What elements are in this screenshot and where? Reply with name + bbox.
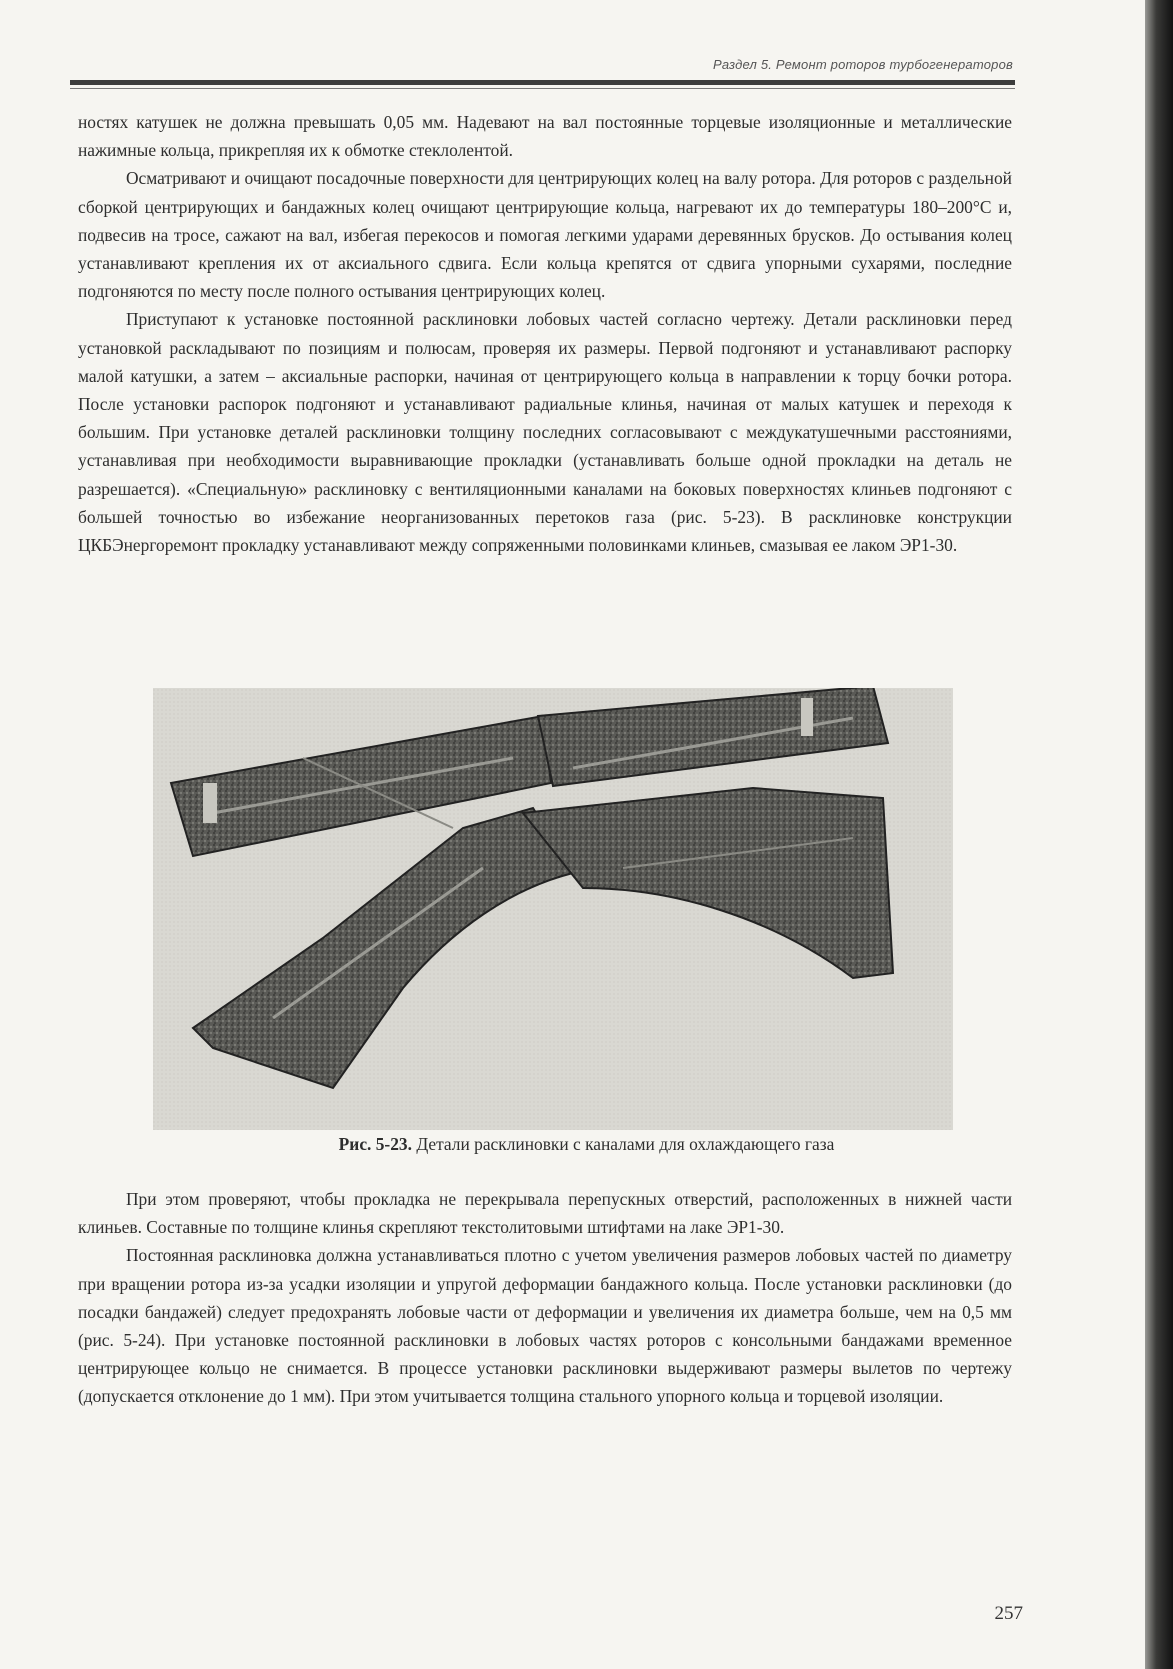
paragraph: Постоянная расклиновка должна устанавливаться плотно с учетом увеличения размеров лобовых частей по диаметру при вращении ротора из-за усадки изоляции и упругой деформации бандажного кольца. После установки расклиновки (до посадки бандажей) следует предохранять лобовые части от деформации и увеличения их диаметра больше, чем на 0,5 мм (рис. 5-24). При установке постоянной расклиновки в лобовых частях роторов с консольными бандажами временное центрирующее кольцо не снимается. В процессе установки расклиновки выдерживают размеры вылетов по чертежу (допускается отклонение до 1 мм). При этом учитывается толщина стального упорного кольца и торцевой изоляции. <box>78 1245 1012 1407</box>
paragraph: При этом проверяют, чтобы прокладка не перекрывала перепускных отверстий, расположенных в нижней части клиньев. Составные по толщине клинья скрепляют текстолитовыми штифтами на лаке ЭР1-30. <box>78 1189 1012 1238</box>
header-rule-thick <box>70 80 1015 85</box>
caption-text: Детали расклиновки с каналами для охлаждающего газа <box>411 1134 835 1154</box>
paragraph: Осматривают и очищают посадочные поверхности для центрирующих колец на валу ротора. Для роторов с раздельной сборкой центрирующих и бандажных колец очищают центрирующие кольца, нагревают их до температуры 180–200°С и, подвесив на тросе, сажают на вал, избегая перекосов и помогая легкими ударами деревянных брусков. До остывания колец устанавливают крепления их от аксиального сдвига. Если кольца крепятся от сдвига упорными сухарями, последние подгоняются по месту после полного остывания центрирующих колец. <box>78 168 1012 302</box>
page-edge-shadow <box>1145 0 1173 1669</box>
text-block-bottom <box>78 1185 1012 1411</box>
figure-photo-wedge-parts <box>153 688 953 1130</box>
header-rule-thin <box>70 88 1015 89</box>
figure-caption <box>0 1134 1173 1155</box>
paragraph: Приступают к установке постоянной расклиновки лобовых частей согласно чертежу. Детали расклиновки перед установкой раскладывают по позициям и полюсам, проверяя их размеры. Первой подгоняют и устанавливают распорку малой катушки, а затем – аксиальные распорки, начиная от центрирующего кольца в направлении к торцу бочки ротора. После установки распорок подгоняют и устанавливают радиальные клинья, начиная от малых катушек и переходя к большим. При установке деталей расклиновки толщину последних согласовывают с междукатушечными расстояниями, устанавливая при необходимости выравнивающие прокладки (устанавливать больше одной прокладки на деталь не разрешается). «Специальную» расклиновку с вентиляционными каналами на боковых поверхностях клиньев подгоняют с большей точностью во избежание неорганизованных перетоков газа (рис. 5-23). В расклиновке конструкции ЦКБЭнергоремонт прокладку устанавливают между сопряженными половинками клиньев, смазывая ее лаком ЭР1-30. <box>78 309 1012 556</box>
caption-label: Рис. 5-23. <box>338 1134 412 1154</box>
page-number: 257 <box>994 1603 1023 1624</box>
paragraph: ностях катушек не должна превышать 0,05 мм. Надевают на вал постоянные торцевые изоляционные и металлические нажимные кольца, прикрепляя их к обмотке стеклолентой. <box>78 112 1012 161</box>
text-block-top <box>78 108 1012 559</box>
running-head: Раздел 5. Ремонт роторов турбогенераторов <box>713 57 1013 72</box>
